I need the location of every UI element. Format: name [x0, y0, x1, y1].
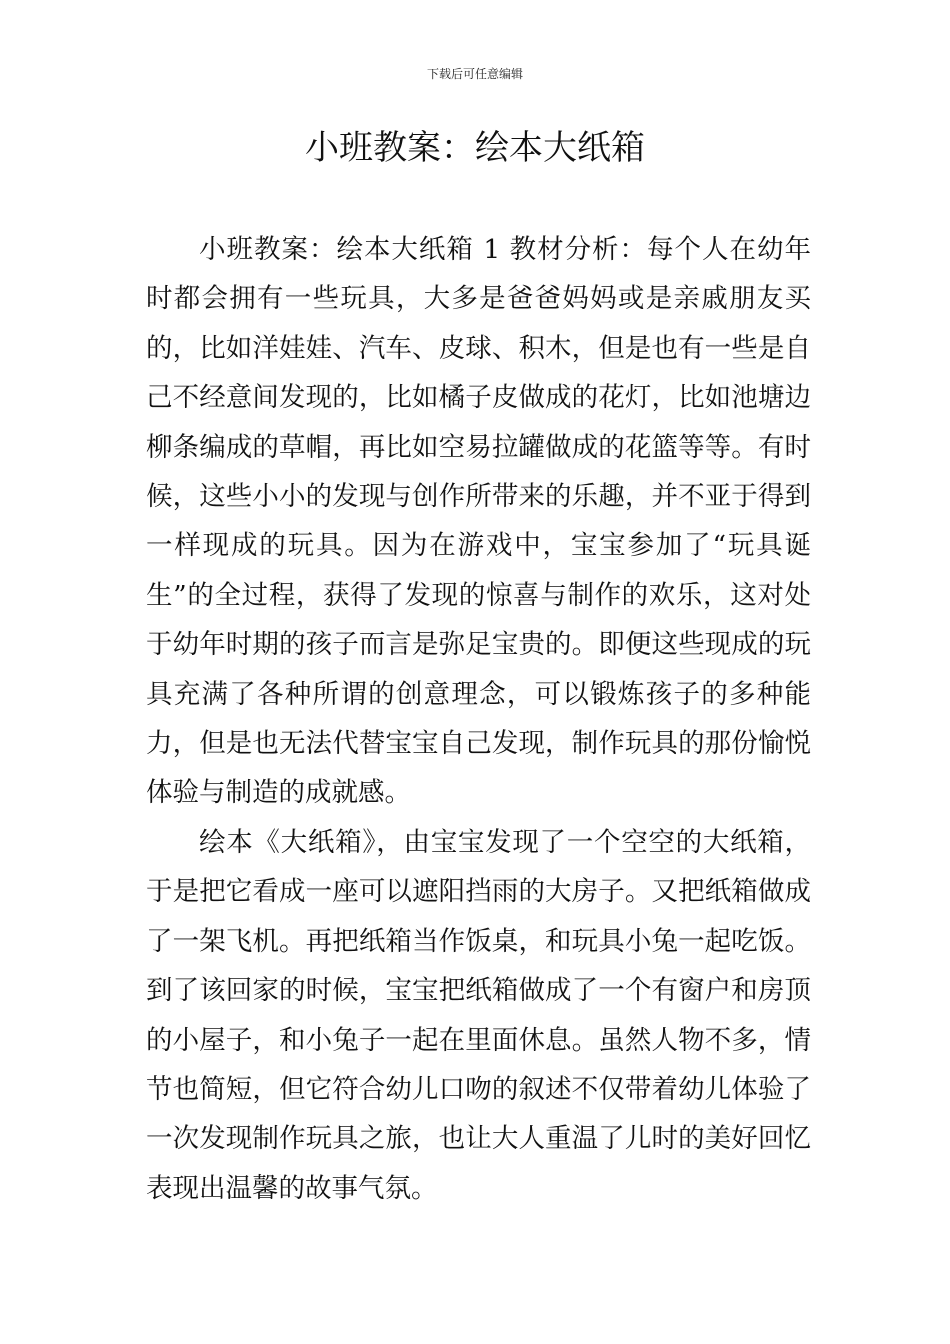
document-body — [146, 225, 811, 1213]
document-title: 小班教案：绘本大纸箱 — [305, 128, 645, 168]
body-paragraph: 绘本《大纸箱》，由宝宝发现了一个空空的大纸箱，于是把它看成一座可以遮阳挡雨的大房子。又把纸箱做成了一架飞机。再把纸箱当作饭桌，和玩具小兔一起吃饭。到了该回家的时候，宝宝把纸箱做成了一个有窗户和房顶的小屋子，和小兔子一起在里面休息。虽然人物不多，情节也简短，但它符合幼儿口吻的叙述不仅带着幼儿体验了一次发现制作玩具之旅，也让大人重温了儿时的美好回忆表现出温馨的故事气氛。 — [146, 826, 811, 1204]
body-paragraph: 小班教案：绘本大纸箱 1 教材分析：每个人在幼年时都会拥有一些玩具，大多是爸爸妈妈或是亲戚朋友买的，比如洋娃娃、汽车、皮球、积木，但是也有一些是自己不经意间发现的，比如橘子皮做成的花灯，比如池塘边柳条编成的草帽，再比如空易拉罐做成的花篮等等。有时候，这些小小的发现与创作所带来的乐趣，并不亚于得到一样现成的玩具。因为在游戏中，宝宝参加了“玩具诞生”的全过程，获得了发现的惊喜与制作的欢乐，这对处于幼年时期的孩子而言是弥足宝贵的。即便这些现成的玩具充满了各种所谓的创意理念，可以锻炼孩子的多种能力，但是也无法代替宝宝自己发现，制作玩具的那份愉悦体验与制造的成就感。 — [146, 234, 811, 809]
header-note: 下载后可任意编辑 — [426, 67, 523, 81]
